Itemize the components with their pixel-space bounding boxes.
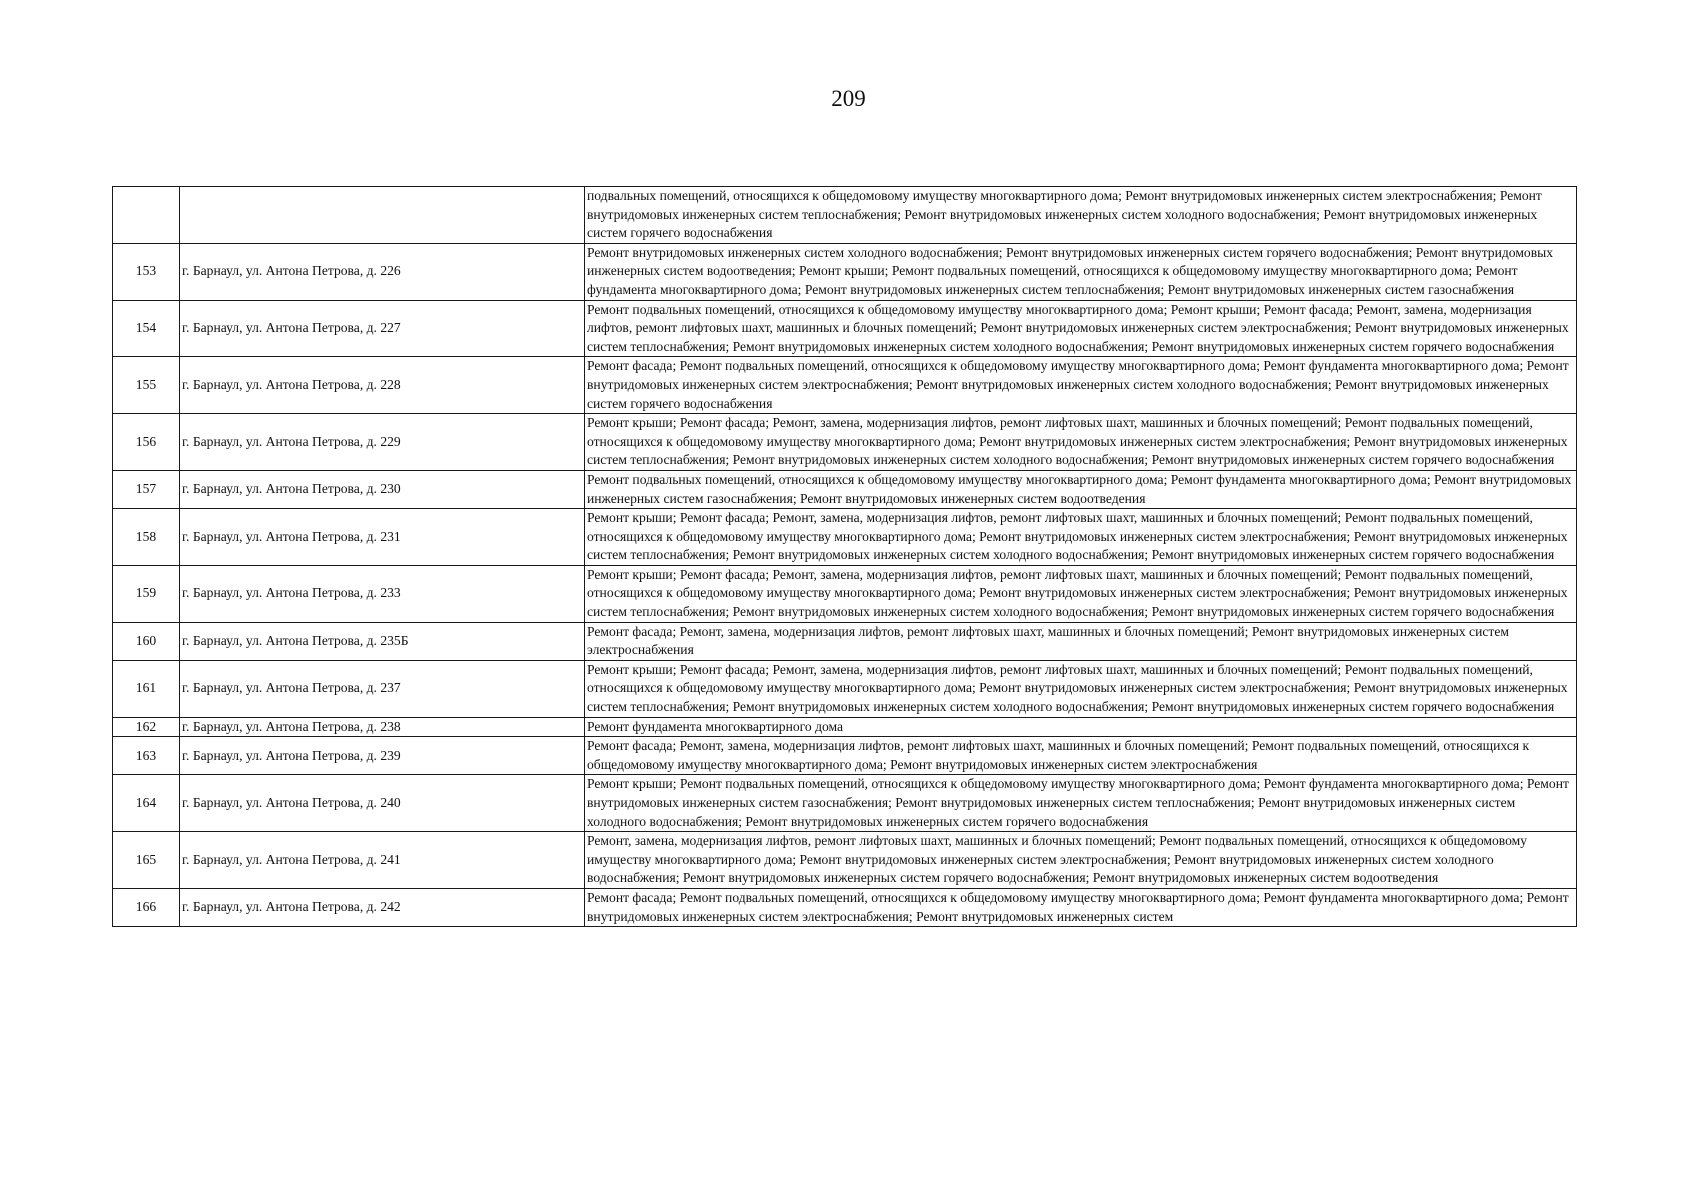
address-cell: г. Барнаул, ул. Антона Петрова, д. 233 [180, 565, 585, 622]
address-cell: г. Барнаул, ул. Антона Петрова, д. 237 [180, 660, 585, 717]
building-repair-table [112, 186, 1577, 927]
table-body [113, 187, 1577, 927]
table-row [113, 187, 1577, 244]
row-number-cell: 166 [113, 888, 180, 926]
repair-works-cell: подвальных помещений, относящихся к общедомовому имуществу многоквартирного дома; Ремонт внутридомовых инженерных систем электроснабжения; Ремонт внутридомовых инженерных систем теплоснабжения; Ремонт внутридомовых инженерных систем холодного водоснабжения; Ремонт внутридомовых инженерных систем горячего водоснабжения [585, 187, 1577, 244]
repair-works-cell: Ремонт крыши; Ремонт фасада; Ремонт, замена, модернизация лифтов, ремонт лифтовых шахт, машинных и блочных помещений; Ремонт подвальных помещений, относящихся к общедомовому имуществу многоквартирного дома; Ремонт внутридомовых инженерных систем электроснабжения; Ремонт внутридомовых инженерных систем теплоснабжения; Ремонт внутридомовых инженерных систем холодного водоснабжения; Ремонт внутридомовых инженерных систем горячего водоснабжения [585, 414, 1577, 471]
row-number-cell: 158 [113, 509, 180, 566]
repair-works-cell: Ремонт крыши; Ремонт фасада; Ремонт, замена, модернизация лифтов, ремонт лифтовых шахт, машинных и блочных помещений; Ремонт подвальных помещений, относящихся к общедомовому имуществу многоквартирного дома; Ремонт внутридомовых инженерных систем электроснабжения; Ремонт внутридомовых инженерных систем теплоснабжения; Ремонт внутридомовых инженерных систем холодного водоснабжения; Ремонт внутридомовых инженерных систем горячего водоснабжения [585, 509, 1577, 566]
table-row [113, 509, 1577, 566]
repair-works-cell: Ремонт фасада; Ремонт, замена, модернизация лифтов, ремонт лифтовых шахт, машинных и блочных помещений; Ремонт внутридомовых инженерных систем электроснабжения [585, 622, 1577, 660]
address-cell: г. Барнаул, ул. Антона Петрова, д. 227 [180, 300, 585, 357]
address-cell [180, 187, 585, 244]
address-cell: г. Барнаул, ул. Антона Петрова, д. 228 [180, 357, 585, 414]
table-row [113, 888, 1577, 926]
table-row [113, 243, 1577, 300]
table-row [113, 565, 1577, 622]
address-cell: г. Барнаул, ул. Антона Петрова, д. 240 [180, 775, 585, 832]
repair-works-cell: Ремонт крыши; Ремонт фасада; Ремонт, замена, модернизация лифтов, ремонт лифтовых шахт, машинных и блочных помещений; Ремонт подвальных помещений, относящихся к общедомовому имуществу многоквартирного дома; Ремонт внутридомовых инженерных систем электроснабжения; Ремонт внутридомовых инженерных систем теплоснабжения; Ремонт внутридомовых инженерных систем холодного водоснабжения; Ремонт внутридомовых инженерных систем горячего водоснабжения [585, 660, 1577, 717]
row-number-cell [113, 187, 180, 244]
row-number-cell: 160 [113, 622, 180, 660]
address-cell: г. Барнаул, ул. Антона Петрова, д. 235Б [180, 622, 585, 660]
address-cell: г. Барнаул, ул. Антона Петрова, д. 239 [180, 737, 585, 775]
row-number-cell: 156 [113, 414, 180, 471]
repair-works-cell: Ремонт фасада; Ремонт подвальных помещений, относящихся к общедомовому имуществу многоквартирного дома; Ремонт фундамента многоквартирного дома; Ремонт внутридомовых инженерных систем электроснабжения; Ремонт внутридомовых инженерных систем [585, 888, 1577, 926]
table-row [113, 357, 1577, 414]
repair-works-cell: Ремонт фасада; Ремонт, замена, модернизация лифтов, ремонт лифтовых шахт, машинных и блочных помещений; Ремонт подвальных помещений, относящихся к общедомовому имуществу многоквартирного дома; Ремонт внутридомовых инженерных систем электроснабжения [585, 737, 1577, 775]
repair-works-cell: Ремонт подвальных помещений, относящихся к общедомовому имуществу многоквартирного дома; Ремонт крыши; Ремонт фасада; Ремонт, замена, модернизация лифтов, ремонт лифтовых шахт, машинных и блочных помещений; Ремонт внутридомовых инженерных систем электроснабжения; Ремонт внутридомовых инженерных систем теплоснабжения; Ремонт внутридомовых инженерных систем холодного водоснабжения; Ремонт внутридомовых инженерных систем горячего водоснабжения [585, 300, 1577, 357]
table-row [113, 470, 1577, 508]
repair-works-cell: Ремонт фундамента многоквартирного дома [585, 717, 1577, 737]
address-cell: г. Барнаул, ул. Антона Петрова, д. 241 [180, 832, 585, 889]
row-number-cell: 154 [113, 300, 180, 357]
repair-works-cell: Ремонт, замена, модернизация лифтов, ремонт лифтовых шахт, машинных и блочных помещений; Ремонт подвальных помещений, относящихся к общедомовому имуществу многоквартирного дома; Ремонт внутридомовых инженерных систем электроснабжения; Ремонт внутридомовых инженерных систем холодного водоснабжения; Ремонт внутридомовых инженерных систем горячего водоснабжения; Ремонт внутридомовых инженерных систем водоотведения [585, 832, 1577, 889]
repair-works-cell: Ремонт крыши; Ремонт фасада; Ремонт, замена, модернизация лифтов, ремонт лифтовых шахт, машинных и блочных помещений; Ремонт подвальных помещений, относящихся к общедомовому имуществу многоквартирного дома; Ремонт внутридомовых инженерных систем электроснабжения; Ремонт внутридомовых инженерных систем теплоснабжения; Ремонт внутридомовых инженерных систем холодного водоснабжения; Ремонт внутридомовых инженерных систем горячего водоснабжения [585, 565, 1577, 622]
row-number-cell: 153 [113, 243, 180, 300]
address-cell: г. Барнаул, ул. Антона Петрова, д. 230 [180, 470, 585, 508]
table-row [113, 660, 1577, 717]
table-row [113, 775, 1577, 832]
address-cell: г. Барнаул, ул. Антона Петрова, д. 238 [180, 717, 585, 737]
row-number-cell: 165 [113, 832, 180, 889]
repair-works-cell: Ремонт крыши; Ремонт подвальных помещений, относящихся к общедомовому имуществу многоквартирного дома; Ремонт фундамента многоквартирного дома; Ремонт внутридомовых инженерных систем газоснабжения; Ремонт внутридомовых инженерных систем теплоснабжения; Ремонт внутридомовых инженерных систем холодного водоснабжения; Ремонт внутридомовых инженерных систем горячего водоснабжения [585, 775, 1577, 832]
repair-works-cell: Ремонт фасада; Ремонт подвальных помещений, относящихся к общедомовому имуществу многоквартирного дома; Ремонт фундамента многоквартирного дома; Ремонт внутридомовых инженерных систем электроснабжения; Ремонт внутридомовых инженерных систем холодного водоснабжения; Ремонт внутридомовых инженерных систем горячего водоснабжения [585, 357, 1577, 414]
row-number-cell: 159 [113, 565, 180, 622]
page-number: 209 [831, 86, 866, 111]
table-row [113, 717, 1577, 737]
table-row [113, 737, 1577, 775]
address-cell: г. Барнаул, ул. Антона Петрова, д. 226 [180, 243, 585, 300]
row-number-cell: 155 [113, 357, 180, 414]
table-row [113, 414, 1577, 471]
row-number-cell: 157 [113, 470, 180, 508]
row-number-cell: 164 [113, 775, 180, 832]
row-number-cell: 161 [113, 660, 180, 717]
table-row [113, 622, 1577, 660]
repair-works-cell: Ремонт подвальных помещений, относящихся к общедомовому имуществу многоквартирного дома; Ремонт фундамента многоквартирного дома; Ремонт внутридомовых инженерных систем газоснабжения; Ремонт внутридомовых инженерных систем водоотведения [585, 470, 1577, 508]
row-number-cell: 162 [113, 717, 180, 737]
address-cell: г. Барнаул, ул. Антона Петрова, д. 242 [180, 888, 585, 926]
address-cell: г. Барнаул, ул. Антона Петрова, д. 229 [180, 414, 585, 471]
row-number-cell: 163 [113, 737, 180, 775]
address-cell: г. Барнаул, ул. Антона Петрова, д. 231 [180, 509, 585, 566]
table-row [113, 300, 1577, 357]
repair-works-cell: Ремонт внутридомовых инженерных систем холодного водоснабжения; Ремонт внутридомовых инженерных систем горячего водоснабжения; Ремонт внутридомовых инженерных систем водоотведения; Ремонт крыши; Ремонт подвальных помещений, относящихся к общедомовому имуществу многоквартирного дома; Ремонт фундамента многоквартирного дома; Ремонт внутридомовых инженерных систем теплоснабжения; Ремонт внутридомовых инженерных систем газоснабжения [585, 243, 1577, 300]
table-row [113, 832, 1577, 889]
